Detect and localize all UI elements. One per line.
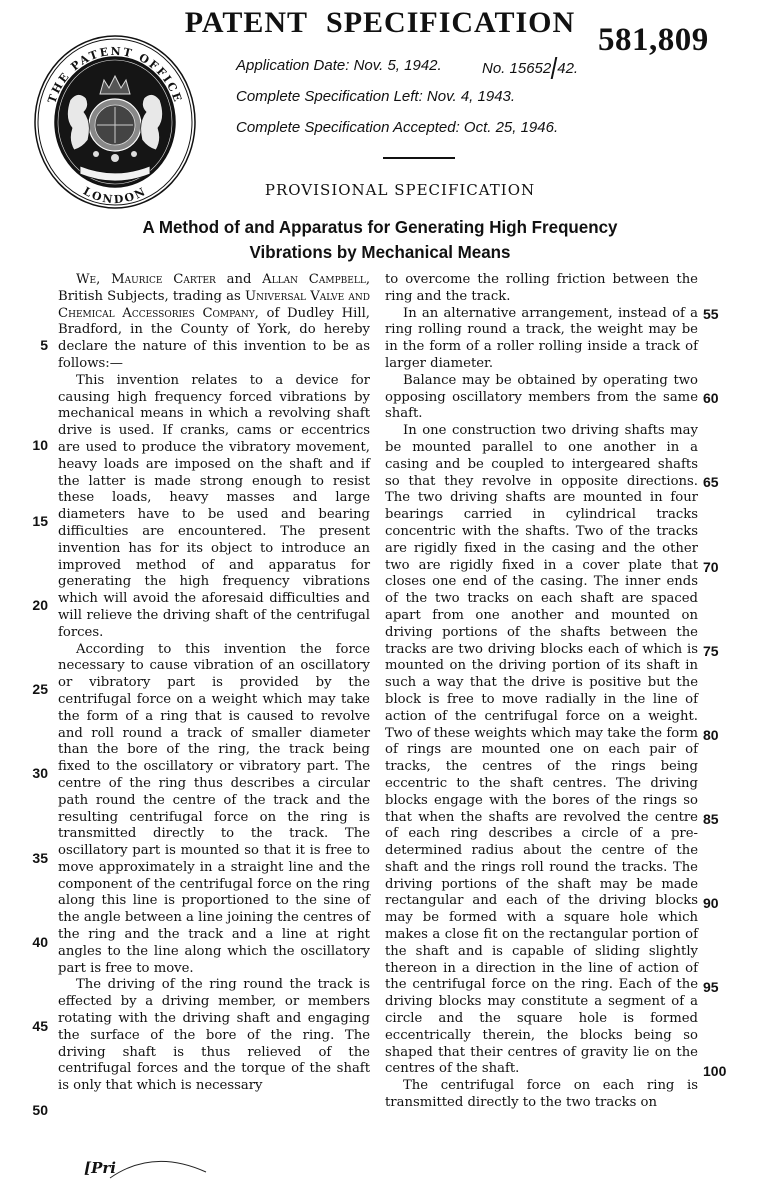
inventor-name: We, Maurice Carter	[76, 272, 216, 287]
invention-title-line-2: Vibrations by Mechanical Means	[249, 242, 511, 262]
seal-top-text: THE PATENT OFFICE	[45, 44, 185, 106]
paragraph: The driving of the ring round the track is effected by a driving member, or members rotating with the driving shaft and engaging the surface of the bore of the ring. The driving shaft is thus relieved of the centrifugal forces and the torque of the shaft is only that which is necessary	[58, 977, 370, 1094]
paragraph: In an alternative arrangement, instead of a ring rolling round a track, the weight may be in the form of a roller rolling inside a track of larger diameter.	[385, 305, 698, 371]
application-number-year: 42.	[557, 60, 579, 77]
line-number: 20	[32, 597, 48, 613]
line-number: 80	[703, 727, 719, 743]
line-number: 50	[32, 1102, 48, 1118]
line-number: 55	[703, 306, 719, 322]
line-number: 35	[32, 850, 48, 866]
line-number: 90	[703, 895, 719, 911]
company-name: Universal Valve and Chemical Accessories Company	[58, 288, 370, 321]
line-number: 100	[703, 1063, 727, 1079]
paragraph: to overcome the rolling friction between the ring and the track.	[385, 272, 698, 304]
line-number: 25	[32, 681, 48, 697]
line-number: 15	[32, 513, 48, 529]
price-mark: [Pri	[84, 1159, 116, 1177]
document-title	[180, 6, 580, 40]
complete-specification-left: Complete Specification Left: Nov. 4, 1943.	[236, 88, 516, 105]
invention-title	[89, 215, 671, 265]
line-number: 10	[32, 437, 48, 453]
title-word-specification: SPECIFICATION	[326, 6, 576, 39]
patent-number: 581,809	[598, 22, 709, 58]
complete-specification-accepted: Complete Specification Accepted: Oct. 25, 1946.	[236, 119, 559, 136]
text-fragment: and	[215, 272, 263, 287]
paragraph: This invention relates to a device for causing high frequency forced vibrations by mechanical means in which a revolving shaft drive is used. If cranks, cams or eccentrics are used to produce the vibratory movement, heavy loads are imposed on the shaft and if the latter is made strong enough to resist these loads, heavy masses and large diameters have to be used and bearing difficulties are encountered. The present invention has for its object to introduce an improved method of and apparatus for generating the high frequency vibrations which will avoid the aforesaid difficulties and will relieve the driving shaft of the centrifugal forces.	[58, 372, 370, 640]
svg-text:LONDON	[81, 185, 149, 207]
application-date-row	[236, 57, 579, 77]
title-word-patent: PATENT	[184, 6, 309, 39]
line-number: 45	[32, 1018, 48, 1034]
line-number: 85	[703, 811, 719, 827]
paragraph: The centrifugal force on each ring is transmitted directly to the two tracks on	[385, 1078, 698, 1111]
application-number	[482, 57, 578, 79]
line-number: 95	[703, 979, 719, 995]
paragraph: In one construction two driving shafts may be mounted parallel to one another in a casing and be coupled to intergeared shafts so that they revolve in opposite directions. The two driving shafts are mounted in four bearings carried in cylindrical tracks concentric with the shafts. Two of the tracks are rigidly fixed in the casing and the other two are rigidly fixed in a cover plate that closes one end of the casing. The inner ends of the two tracks on each shaft are spaced apart from one another and mounted on driving portions of the shafts between the tracks are two driving blocks each of which is mounted on the driving portion of its shaft in such a way that the drive is positive but the block is free to move radially in the line of action of the centrifugal force on a weight. Two of these weights which may take the form of rings are mounted one on each pair of tracks, the centres of the rings being eccentric to the shaft centres. The driving blocks engage with the bores of the rings so that when the shafts are revolved the centre of each ring describes a circle of a pre-determined radius about the centre of the shaft and the rings roll round the tracks. The driving portions of the shaft may be made rectangular and each of the driving blocks may be formed with a square hole which makes a close fit on the rectangular portion of the shaft and is capable of sliding slightly thereon in a direction in the line of action of the centrifugal force on the ring. Each of the driving blocks may constitute a segment of a circle and the square hole is formed eccentrically therein, the blocks being so shaped that their centres of gravity lie on the centres of the shaft.	[385, 423, 698, 1077]
price-stamp-arc-icon	[108, 1148, 208, 1188]
section-heading: PROVISIONAL SPECIFICATION	[264, 181, 536, 199]
inventor-name: Allan Campbell	[262, 272, 366, 287]
line-number: 70	[703, 559, 719, 575]
seal-bottom-text: LONDON	[80, 184, 149, 207]
application-date: Application Date: Nov. 5, 1942.	[236, 57, 442, 74]
text-fragment: , British Subjects, trading as	[58, 272, 371, 304]
line-number: 30	[32, 765, 48, 781]
line-number: 65	[703, 474, 719, 490]
invention-title-line-1: A Method of and Apparatus for Generating High Frequency	[142, 217, 618, 237]
line-number: 5	[40, 337, 48, 353]
paragraph: According to this invention the force necessary to cause vibration of an oscillatory or vibratory part is provided by the centrifugal force on a weight which may take the form of a ring that is caused to revolve and roll round a track of smaller diameter than the bore of the ring, the track being fixed to the oscillatory or vibratory part. The centre of the ring thus describes a circular path round the centre of the track and the resulting centrifugal force on the ring is transmitted directly to the track. The oscillatory part is mounted so that it is free to move approximately in a straight line and the component of the centrifugal force on the ring along this line is proportioned to the sine of the angle between a line joining the centres of the ring and the track and a line at right angles to the line along which the oscillatory part is free to move.	[58, 641, 370, 976]
line-number: 75	[703, 643, 719, 659]
paragraph: Balance may be obtained by operating two opposing oscillatory members from the same shaft.	[385, 372, 698, 422]
right-column	[385, 272, 698, 1112]
line-number: 40	[32, 934, 48, 950]
text-fragment: , of Dudley Hill, Bradford, in the County of York, do hereby declare the nature of this invention to be as follows:—	[58, 305, 370, 371]
paragraph	[58, 272, 370, 373]
application-number-main: No. 15652	[482, 60, 552, 77]
left-column	[58, 272, 370, 1095]
header-divider	[383, 157, 455, 159]
line-number: 60	[703, 390, 719, 406]
